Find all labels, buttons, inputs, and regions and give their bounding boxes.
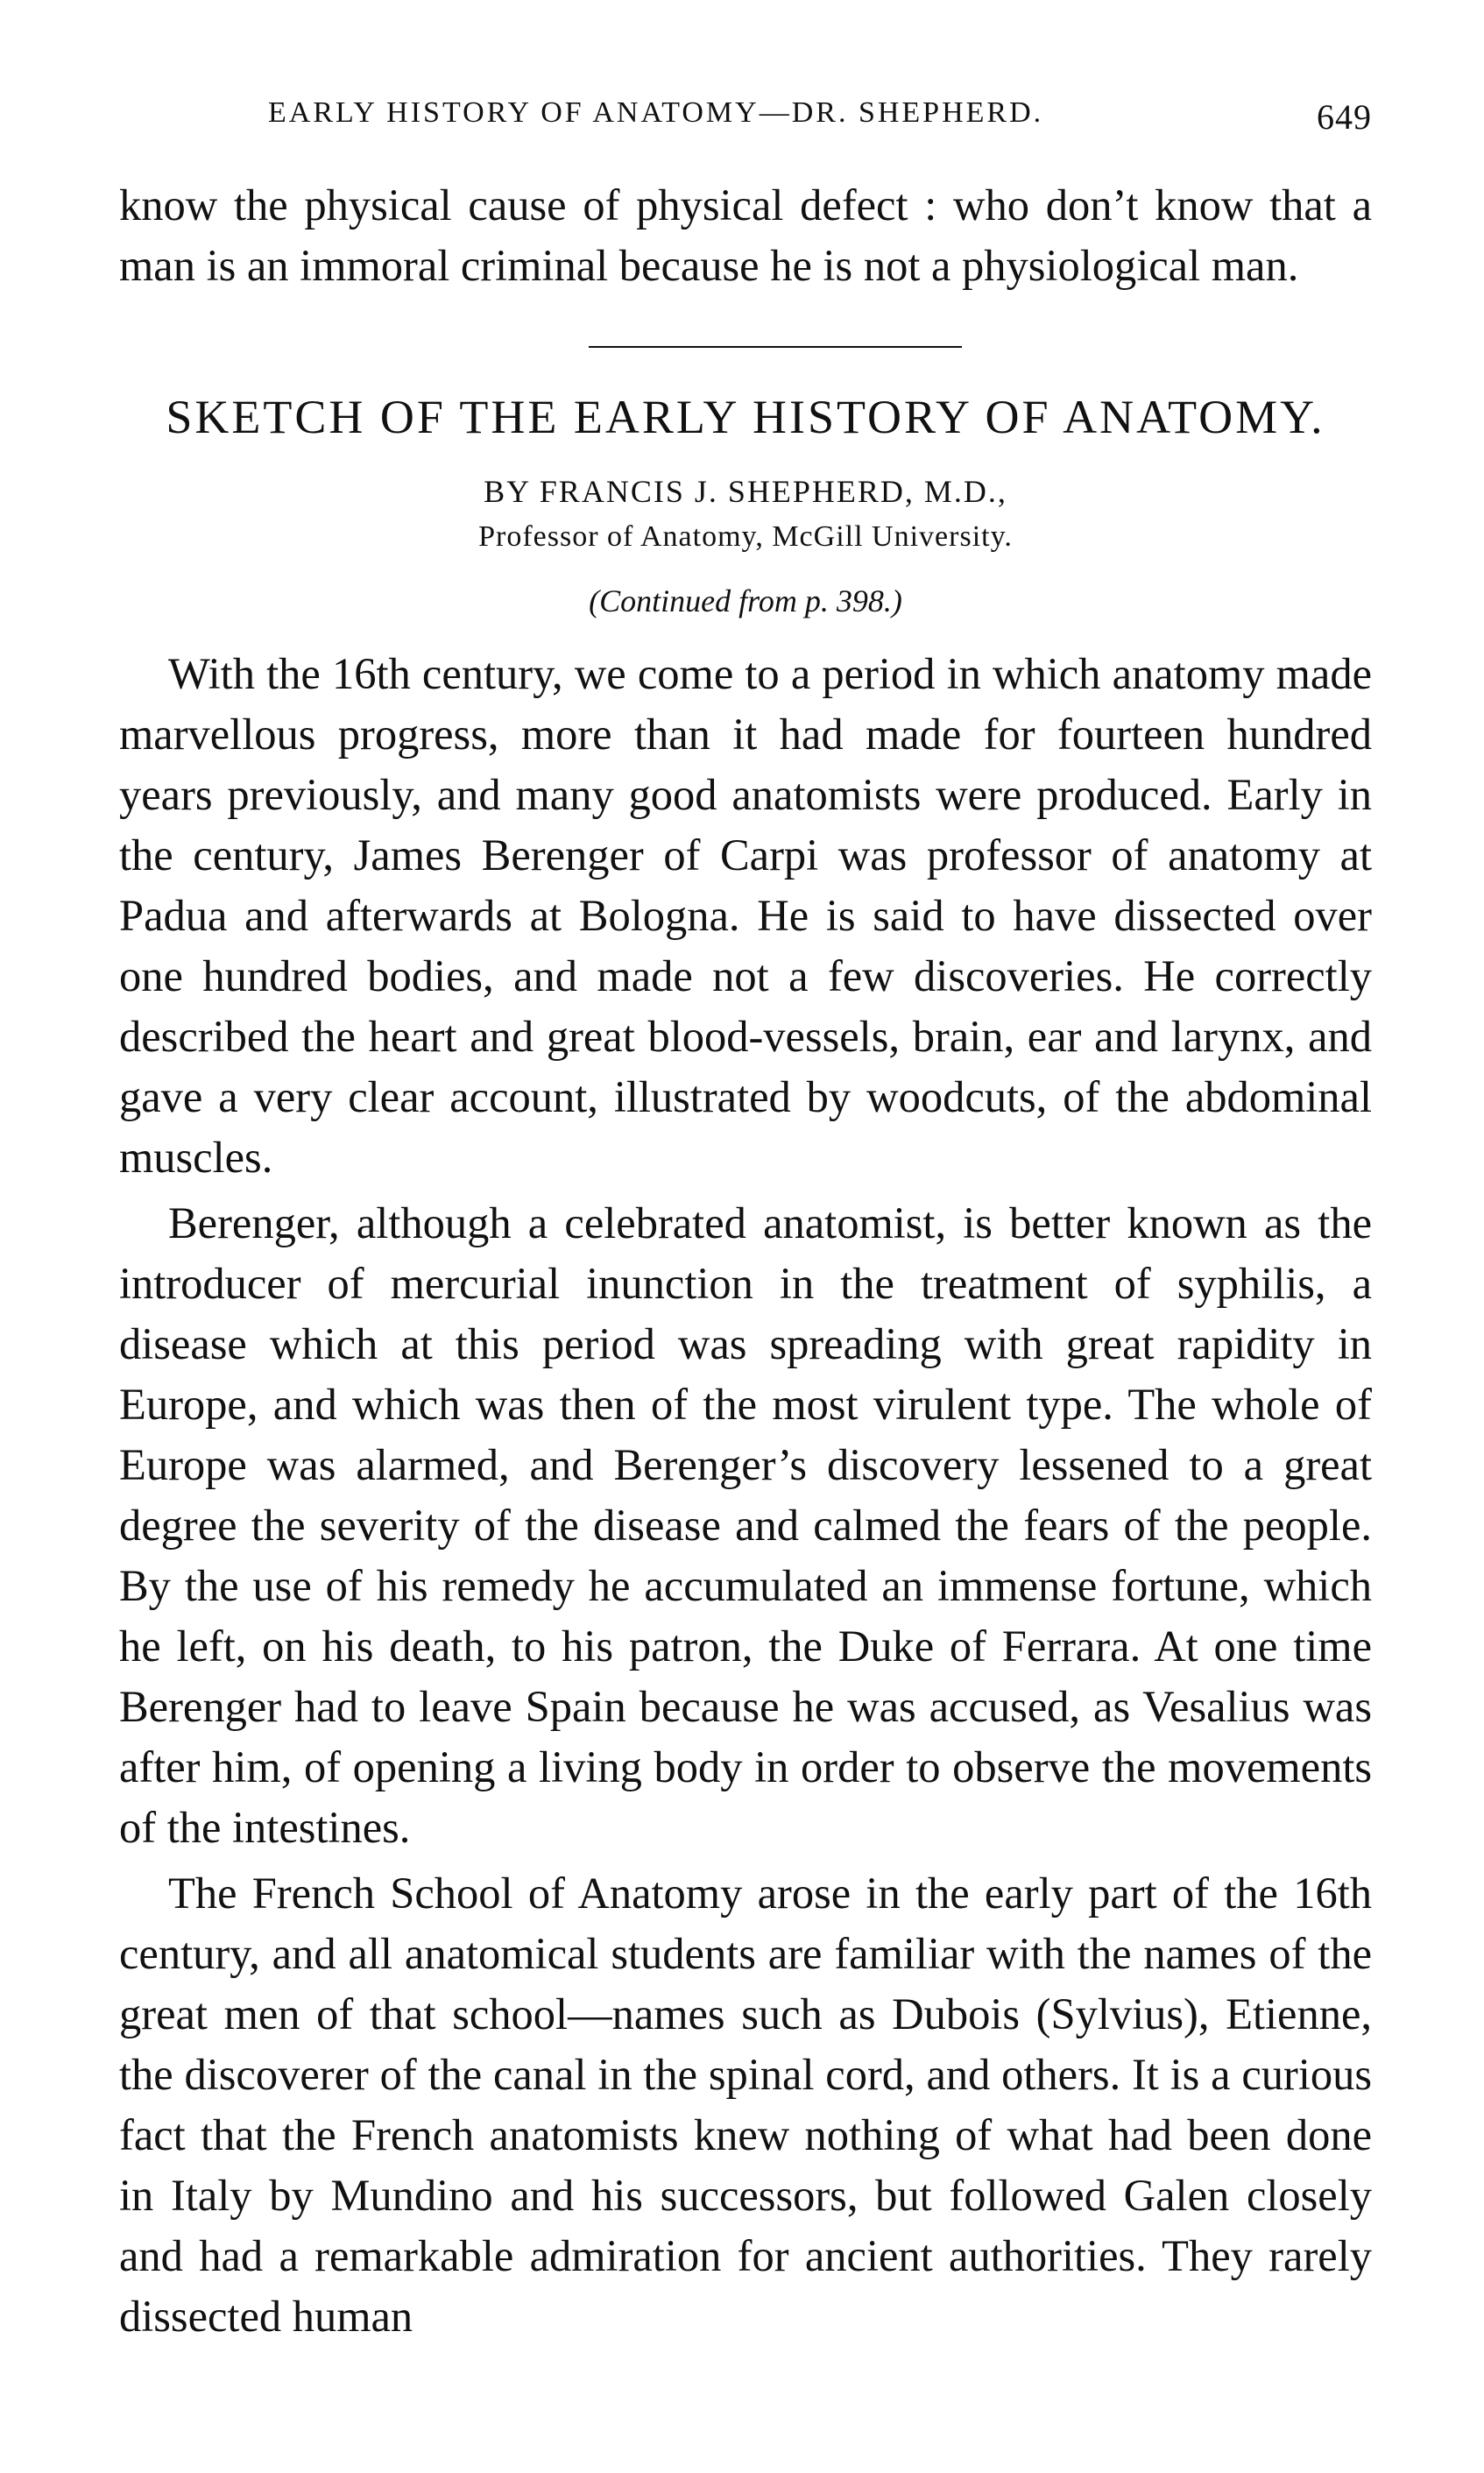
article-body [119,644,1372,2347]
running-head-title: EARLY HISTORY OF ANATOMY—DR. SHEPHERD. [268,96,1044,129]
running-head [268,96,1372,149]
book-page [119,0,1372,2473]
section-divider [589,346,962,348]
continued-note: (Continued from p. 398.) [589,583,902,618]
page-number: 649 [1317,97,1372,137]
previous-article-ending [119,175,1372,296]
article-paragraph: The French School of Anatomy arose in the early part of the 16th century, and all anatomical students are familiar with the names of the great men of that school—names such as Dubois (Sylvius), Etienne, the discoverer of the canal in the spinal cord, and others. It is a curious fact that the French anatomists knew nothing of what had been done in Italy by Mundino and his successors, but followed Galen closely and had a remarkable admiration for ancient authorities. They rarely dissected human [119,1869,1372,2341]
article-paragraph: With the 16th century, we come to a period in which anatomy made marvellous progress, more than it had made for fourteen hundred years previously, and many good anatomists were produced. Early in the century, James Berenger of Carpi was professor of anatomy at Padua and afterwards at Bologna. He is said to have dissected over one hundred bodies, and made not a few discoveries. He correctly described the heart and great blood-vessels, brain, ear and larynx, and gave a very clear account, illustrated by woodcuts, of the abdominal muscles. [119,649,1372,1182]
article-paragraph: Berenger, although a celebrated anatomist, is better known as the introducer of mercurial inunction in the treatment of syphilis, a disease which at this period was spreading with great rapidity in Europe, and which was then of the most virulent type. The whole of Europe was alarmed, and Berenger’s discovery lessened to a great degree the severity of the disease and calmed the fears of the people. By the use of his remedy he accumulated an immense fortune, which he left, on his death, to his patron, the Duke of Ferrara. At one time Berenger had to leave Spain because he was accused, as Vesalius was after him, of opening a living body in order to observe the movements of the intestines. [119,1198,1372,1852]
intro-paragraph: know the physical cause of physical defect : who don’t know that a man is an immoral criminal because he is not a physiological man. [119,180,1372,290]
author-affiliation: Professor of Anatomy, McGill University. [478,520,1013,553]
author-byline: BY FRANCIS J. SHEPHERD, M.D., [484,474,1007,509]
article-title: SKETCH OF THE EARLY HISTORY OF ANATOMY. [166,391,1325,443]
